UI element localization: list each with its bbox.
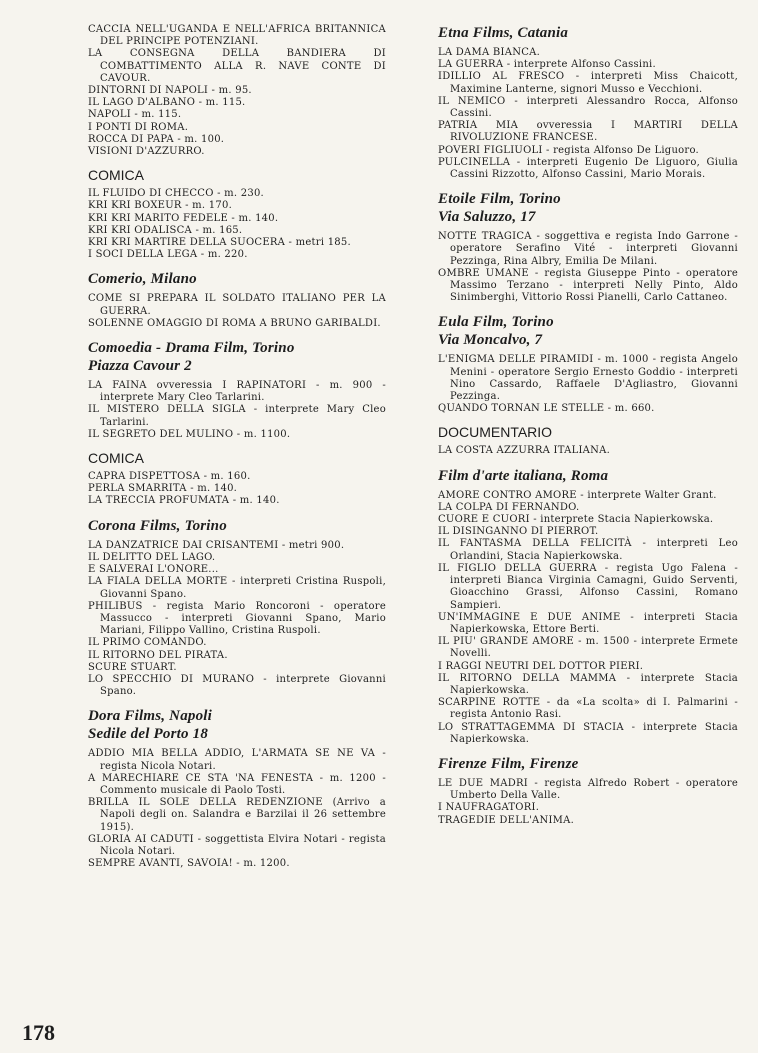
company-heading: Dora Films, Napoli xyxy=(88,708,213,725)
film-entry: ROCCA DI PAPA - m. 100. xyxy=(88,133,225,145)
film-entry: LE DUE MADRI - regista Alfredo Robert - operatore Umberto Della Valle. xyxy=(438,777,738,802)
film-entry: KRI KRI ODALISCA - m. 165. xyxy=(88,224,243,236)
film-entry: IL DELITTO DEL LAGO. xyxy=(88,551,216,563)
company-heading: Etna Films, Catania xyxy=(438,25,569,41)
right-column xyxy=(438,24,738,836)
film-entry: LA COSTA AZZURRA ITALIANA. xyxy=(438,445,611,457)
film-entry: POVERI FIGLIUOLI - regista Alfonso De Liguoro. xyxy=(438,144,699,156)
block-eula xyxy=(438,313,738,415)
film-entry: ADDIO MIA BELLA ADDIO, L'ARMATA SE NE VA - regista Nicola Notari. xyxy=(88,748,386,772)
film-entry: VISIONI D'AZZURRO. xyxy=(88,146,205,158)
company-address: Via Saluzzo, 17 xyxy=(438,209,536,226)
film-entry: I PONTI DI ROMA. xyxy=(88,121,189,133)
film-entry: IL FANTASMA DELLA FELICITÀ - interpreti Leo Orlandini, Stacia Napierkowska. xyxy=(438,538,738,562)
film-entry: KRI KRI MARTIRE DELLA SUOCERA - metri 185. xyxy=(88,237,351,249)
film-entry: IDILLIO AL FRESCO - interpreti Miss Chaicott, Maximine Lanterne, signori Musso e Vecchioni. xyxy=(438,71,738,95)
film-entry: I SOCI DELLA LEGA - m. 220. xyxy=(88,249,248,261)
film-entry: BRILLA IL SOLE DELLA REDENZIONE (Arrivo a Napoli degli on. Salandra e Barzilai il 26 settembre 1915). xyxy=(88,797,386,833)
film-entry: LA FAINA ovveressia I RAPINATORI - m. 900 - interprete Mary Cleo Tarlarini. xyxy=(88,380,386,404)
company-address: Piazza Cavour 2 xyxy=(88,358,192,375)
film-entry: LA DAMA BIANCA. xyxy=(438,47,540,58)
film-entry: PERLA SMARRITA - m. 140. xyxy=(88,483,238,495)
film-entry: I NAUFRAGATORI. xyxy=(438,802,540,814)
film-entry: LO STRATTAGEMMA DI STACIA - interprete Stacia Napierkowska. xyxy=(438,721,738,745)
film-entry: CUORE E CUORI - interprete Stacia Napierkowska. xyxy=(438,514,714,526)
film-entry: KRI KRI MARITO FEDELE - m. 140. xyxy=(88,212,279,224)
film-entry: SOLENNE OMAGGIO DI ROMA A BRUNO GARIBALDI. xyxy=(88,317,381,329)
block-firenze xyxy=(438,755,738,827)
film-entry: LA GUERRA - interprete Alfonso Cassini. xyxy=(438,59,656,71)
film-entry: LA COLPA DI FERNANDO. xyxy=(438,501,580,513)
film-entry: IL PIU' GRANDE AMORE - m. 1500 - interprete Ermete Novelli. xyxy=(438,636,738,660)
film-entry: NAPOLI - m. 115. xyxy=(88,109,182,121)
section-heading: COMICA xyxy=(88,167,144,184)
film-entry: SEMPRE AVANTI, SAVOIA! - m. 1200. xyxy=(88,858,290,870)
company-heading: Comoedia - Drama Film, Torino xyxy=(88,340,295,357)
film-entry: PATRIA MIA ovveressia I MARTIRI DELLA RIVOLUZIONE FRANCESE. xyxy=(438,120,738,144)
film-entry: E SALVERAI L'ONORE... xyxy=(88,564,219,576)
film-entry: PULCINELLA - interpreti Eugenio De Liguoro, Giulia Cassini Rizzotto, Alfonso Cassini, Mario Morais. xyxy=(438,156,738,181)
block-comica xyxy=(88,167,386,261)
section-heading: COMICA xyxy=(88,450,144,467)
block-dora xyxy=(88,707,386,870)
film-entry: PHILIBUS - regista Mario Roncoroni - operatore Massucco - interpreti Giovanni Spano, Mario Mariani, Filippo Vallino, Cristina Ruspoli. xyxy=(88,600,386,637)
film-entry: LA CONSEGNA DELLA BANDIERA DI COMBATTIMENTO ALLA R. NAVE CONTE DI CAVOUR. xyxy=(88,48,386,84)
film-entry: GLORIA AI CADUTI - soggettista Elvira Notari - regista Nicola Notari. xyxy=(88,833,386,857)
film-entry: IL NEMICO - interpreti Alessandro Rocca, Alfonso Cassini. xyxy=(438,95,738,120)
company-heading: Corona Films, Torino xyxy=(88,517,227,534)
film-entry: KRI KRI BOXEUR - m. 170. xyxy=(88,200,233,212)
film-entry: COME SI PREPARA IL SOLDATO ITALIANO PER LA GUERRA. xyxy=(88,293,386,317)
film-entry: LO SPECCHIO DI MURANO - interprete Giovanni Spano. xyxy=(88,673,386,698)
company-heading: Film d'arte italiana, Roma xyxy=(438,467,609,484)
company-address: Via Moncalvo, 7 xyxy=(438,332,543,349)
film-entry: A MARECHIARE CE STA 'NA FENESTA - m. 1200 - Commento musicale di Paolo Tosti. xyxy=(88,772,386,796)
block-untitled xyxy=(88,24,386,158)
film-entry: UN'IMMAGINE E DUE ANIME - interpreti Stacia Napierkowska, Ettore Berti. xyxy=(438,611,738,635)
block-corona xyxy=(88,517,386,699)
film-entry: IL RITORNO DEL PIRATA. xyxy=(88,649,228,661)
block-film-arte xyxy=(438,467,738,746)
block-comerio xyxy=(88,270,386,330)
film-entry: SCURE STUART. xyxy=(88,661,177,673)
film-entry: LA DANZATRICE DAI CRISANTEMI - metri 900. xyxy=(88,539,345,551)
film-entry: SCARPINE ROTTE - da «La scolta» di I. Palmarini - regista Antonio Rasi. xyxy=(438,697,738,721)
block-documentario xyxy=(438,424,738,457)
film-entry: IL SEGRETO DEL MULINO - m. 1100. xyxy=(88,428,291,440)
film-entry: I RAGGI NEUTRI DEL DOTTOR PIERI. xyxy=(438,660,644,672)
film-entry: TRAGEDIE DELL'ANIMA. xyxy=(438,814,575,826)
block-etoile xyxy=(438,190,738,304)
film-entry: IL LAGO D'ALBANO - m. 115. xyxy=(88,97,246,109)
block-comoedia xyxy=(88,339,386,441)
company-heading: Eula Film, Torino xyxy=(438,314,554,331)
company-address: Sedile del Porto 18 xyxy=(88,726,209,743)
film-entry: LA TRECCIA PROFUMATA - m. 140. xyxy=(88,495,280,507)
film-entry: CACCIA NELL'UGANDA E NELL'AFRICA BRITANNICA DEL PRINCIPE POTENZIANI. xyxy=(88,24,386,48)
film-entry: DINTORNI DI NAPOLI - m. 95. xyxy=(88,85,252,97)
company-heading: Firenze Film, Firenze xyxy=(438,755,579,772)
company-heading: Etoile Film, Torino xyxy=(438,191,561,208)
block-comica-2 xyxy=(88,450,386,508)
film-entry: LA FIALA DELLA MORTE - interpreti Cristina Ruspoli, Giovanni Spano. xyxy=(88,576,386,600)
film-entry: IL MISTERO DELLA SIGLA - interprete Mary Cleo Tarlarini. xyxy=(88,404,386,428)
page-number: 178 xyxy=(22,1020,55,1045)
company-heading: Comerio, Milano xyxy=(88,271,197,288)
block-etna xyxy=(438,24,738,181)
film-entry: CAPRA DISPETTOSA - m. 160. xyxy=(88,471,251,483)
film-entry: OMBRE UMANE - regista Giuseppe Pinto - operatore Massimo Terzano - interpreti Nelly Pinto, Aldo Sinimberghi, Vittorio Rossi Pianelli, Carlo Cattaneo. xyxy=(438,267,738,304)
film-entry: NOTTE TRAGICA - soggettiva e regista Indo Garrone - operatore Serafino Vité - interpreti Giovanni Pezzinga, Rina Albry, Emilia De Milani. xyxy=(438,231,738,267)
film-entry: IL PRIMO COMANDO. xyxy=(88,637,207,649)
section-heading: DOCUMENTARIO xyxy=(438,424,553,441)
film-entry: AMORE CONTRO AMORE - interprete Walter Grant. xyxy=(438,489,717,501)
film-entry: IL DISINGANNO DI PIERROT. xyxy=(438,526,599,538)
left-column xyxy=(88,24,386,879)
film-entry: IL FLUIDO DI CHECCO - m. 230. xyxy=(88,188,264,200)
film-entry: IL RITORNO DELLA MAMMA - interprete Stacia Napierkowska. xyxy=(438,672,738,696)
film-entry: IL FIGLIO DELLA GUERRA - regista Ugo Falena - interpreti Bianca Virginia Camagni, Guido Serventi, Gioacchino Grassi, Alfonso Cassini, Romano Sampieri. xyxy=(438,562,738,611)
film-entry: QUANDO TORNAN LE STELLE - m. 660. xyxy=(438,403,655,415)
film-entry: L'ENIGMA DELLE PIRAMIDI - m. 1000 - regista Angelo Menini - operatore Sergio Ernesto Goddio - interpreti Nino Cassardo, Raffaele D'Agliastro, Giovanni Pezzinga. xyxy=(438,354,738,403)
